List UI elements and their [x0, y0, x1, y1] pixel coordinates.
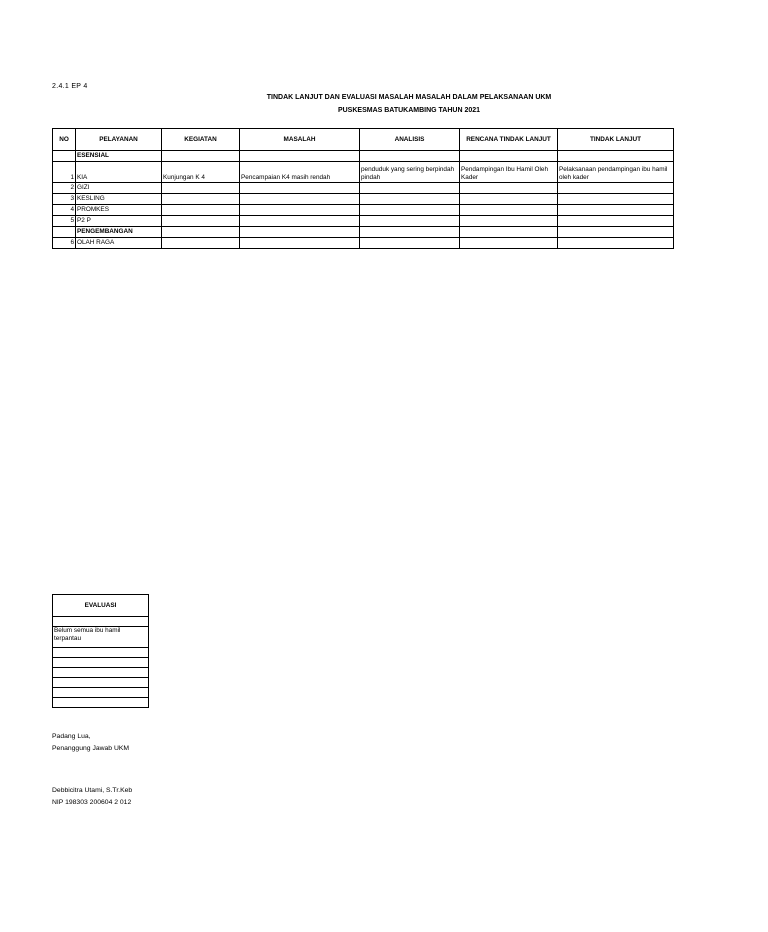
document-title: TINDAK LANJUT DAN EVALUASI MASALAH MASALAH DALAM PELAKSANAAN UKM [266, 94, 552, 101]
header-analisis: ANALISIS [360, 129, 460, 151]
signature-role: Penanggung Jawab UKM [52, 745, 130, 752]
header-pelayanan: PELAYANAN [76, 129, 162, 151]
section-row-esensial [53, 151, 674, 162]
row-tindak-lanjut: Pelaksanaan pendampingan ibu hamil oleh kader [558, 162, 674, 183]
row-no: 3 [53, 194, 76, 205]
row-pelayanan: GIZI [76, 183, 162, 194]
row-pelayanan: KESLING [76, 194, 162, 205]
row-rencana: Pendampingan Ibu Hamil Oleh Kader [460, 162, 558, 183]
evaluation-header: EVALUASI [53, 595, 149, 617]
document-code: 2.4.1 EP 4 [52, 83, 88, 90]
section-label: PENGEMBANGAN [76, 227, 162, 238]
header-tindak-lanjut: TINDAK LANJUT [558, 129, 674, 151]
row-no: 2 [53, 183, 76, 194]
signature-place: Padang Lua, [52, 733, 91, 740]
row-no: 5 [53, 216, 76, 227]
signature-block-top [52, 731, 129, 755]
header-masalah: MASALAH [240, 129, 360, 151]
section-row-pengembangan [53, 227, 674, 238]
table-row [53, 238, 674, 249]
table-row [53, 183, 674, 194]
table-row [53, 216, 674, 227]
table-header-row [53, 129, 674, 151]
table-row [53, 162, 674, 183]
row-pelayanan: KIA [76, 162, 162, 183]
evaluation-table [52, 594, 149, 708]
evaluation-note: Belum semua ibu hamil terpantau [53, 627, 149, 648]
document-subtitle: PUSKESMAS BATUKAMBING TAHUN 2021 [337, 107, 481, 114]
row-kegiatan: Kunjungan K 4 [162, 162, 240, 183]
signature-nip: NIP 198303 200604 2 012 [52, 799, 132, 806]
signature-block-bottom [52, 785, 132, 809]
table-row [53, 194, 674, 205]
signature-name: Debbicitra Utami, S.Tr.Keb [52, 787, 133, 794]
section-label: ESENSIAL [76, 151, 162, 162]
row-pelayanan: P2 P [76, 216, 162, 227]
table-row [53, 205, 674, 216]
row-no: 6 [53, 238, 76, 249]
header-rencana: RENCANA TINDAK LANJUT [460, 129, 558, 151]
row-analisis: penduduk yang sering berpindah pindah [360, 162, 460, 183]
row-masalah: Pencampaian K4 masih rendah [240, 162, 360, 183]
row-pelayanan: PROMKES [76, 205, 162, 216]
follow-up-table [52, 128, 674, 249]
header-no: NO [53, 129, 76, 151]
row-no: 1 [53, 162, 76, 183]
header-kegiatan: KEGIATAN [162, 129, 240, 151]
row-pelayanan: OLAH RAGA [76, 238, 162, 249]
row-no: 4 [53, 205, 76, 216]
